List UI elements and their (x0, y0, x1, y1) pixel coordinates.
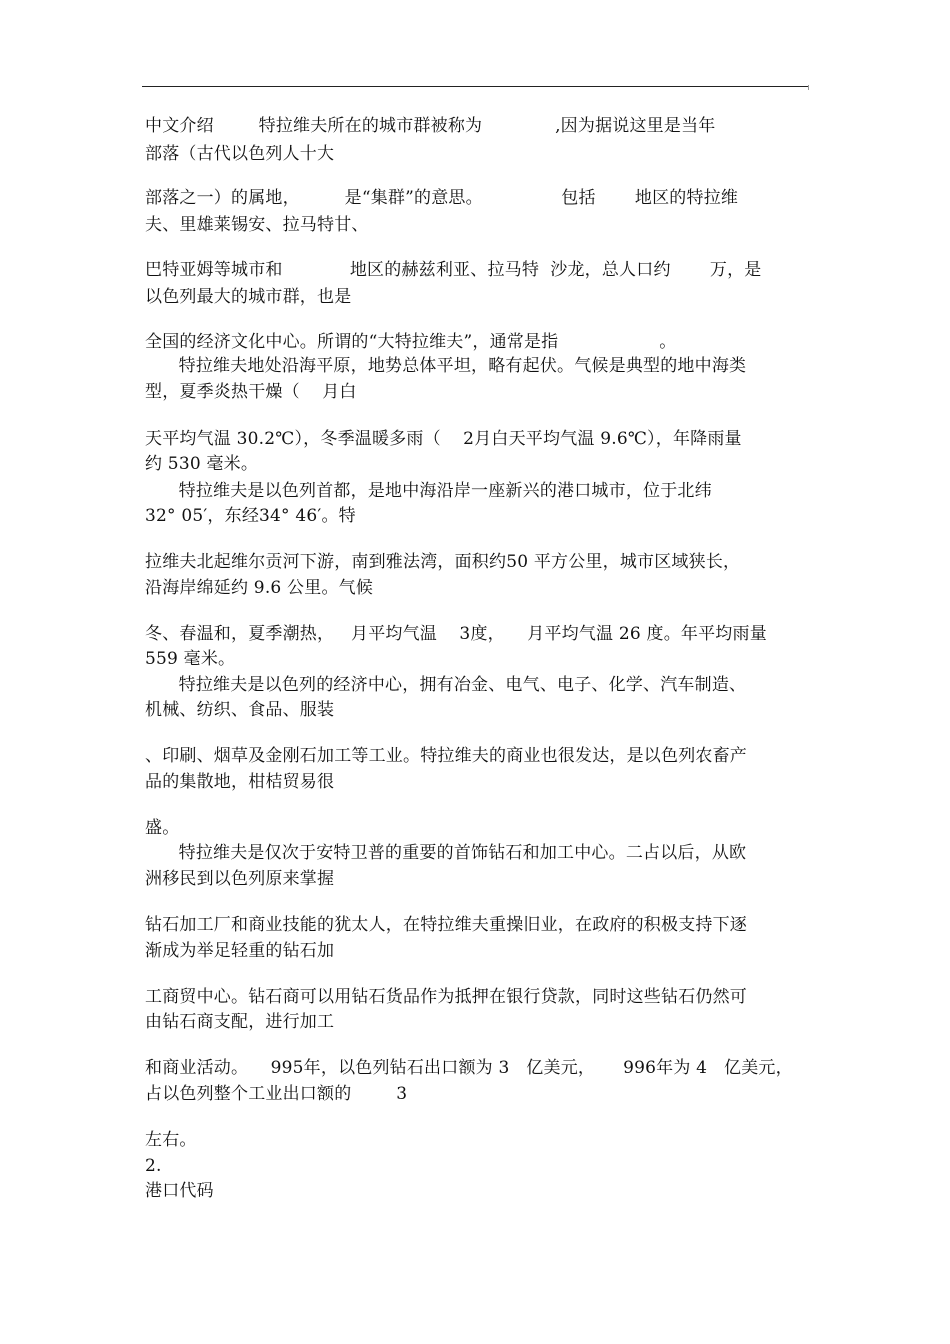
text-line: 拉维夫北起维尔贡河下游，南到雅法湾，面积约50 平方公里，城市区域狭长， (145, 552, 741, 572)
text-line: 全国的经济文化中心。所谓的“大特拉维夫”，通常是指 。 (145, 332, 677, 352)
text-line: 特拉维夫地处沿海平原，地势总体平坦，略有起伏。气候是典型的地中海类 (145, 356, 747, 376)
text-line: 32° 05′，东经34° 46′。特 (145, 506, 356, 526)
text-line: 部落（古代以色列人十大 (145, 144, 335, 164)
text-line: 约 530 毫米。 (145, 454, 259, 474)
text-line: 天平均气温 30.2℃），冬季温暖多雨（ 2月白天平均气温 9.6℃），年降雨量 (145, 429, 742, 449)
text-line: 洲移民到以色列原来掌握 (145, 869, 335, 889)
text-line: 、印刷、烟草及金刚石加工等工业。特拉维夫的商业也很发达，是以色列农畜产 (145, 746, 747, 766)
text-line: 渐成为举足轻重的钻石加 (145, 941, 335, 961)
text-line: 沿海岸绵延约 9.6 公里。气候 (145, 578, 374, 598)
text-line: 品的集散地，柑桔贸易很 (145, 772, 335, 792)
text-line: 占以色列整个工业出口额的 3 (145, 1084, 408, 1104)
text-line: 2. (145, 1156, 162, 1176)
text-line: 中文介绍 特拉维夫所在的城市群被称为 ,因为据说这里是当年 (145, 116, 716, 136)
text-line: 特拉维夫是仅次于安特卫普的重要的首饰钻石和加工中心。二占以后，从欧 (145, 843, 747, 863)
text-line: 559 毫米。 (145, 649, 236, 669)
text-line: 和商业活动。 995年，以色列钻石出口额为 3 亿美元， 996年为 4 亿美元， (145, 1058, 793, 1078)
header-rule (142, 86, 808, 87)
header-rule-tick (808, 85, 809, 90)
text-line: 以色列最大的城市群，也是 (145, 287, 352, 307)
text-line: 盛。 (145, 818, 180, 838)
text-line: 冬、春温和，夏季潮热， 月平均气温 3度， 月平均气温 26 度。年平均雨量 (145, 624, 767, 644)
text-line: 型，夏季炎热干燥（ 月白 (145, 382, 357, 402)
text-line: 机械、纺织、食品、服装 (145, 700, 335, 720)
text-line: 钻石加工厂和商业技能的犹太人，在特拉维夫重操旧业，在政府的积极支持下逐 (145, 915, 747, 935)
text-line: 特拉维夫是以色列的经济中心，拥有冶金、电气、电子、化学、汽车制造、 (145, 675, 747, 695)
text-line: 左右。 (145, 1130, 197, 1150)
text-line: 工商贸中心。钻石商可以用钻石货品作为抵押在银行贷款，同时这些钻石仍然可 (145, 987, 747, 1007)
text-line: 特拉维夫是以色列首都，是地中海沿岸一座新兴的港口城市，位于北纬 (145, 481, 712, 501)
text-line: 港口代码 (145, 1181, 214, 1201)
text-line: 部落之一）的属地， 是“集群”的意思。 包括 地区的特拉维 (145, 188, 739, 208)
text-line: 夫、里雄莱锡安、拉马特甘、 (145, 215, 369, 235)
text-line: 巴特亚姆等城市和 地区的赫兹利亚、拉马特 沙龙，总人口约 万，是 (145, 260, 762, 280)
text-line: 由钻石商支配，进行加工 (145, 1012, 335, 1032)
